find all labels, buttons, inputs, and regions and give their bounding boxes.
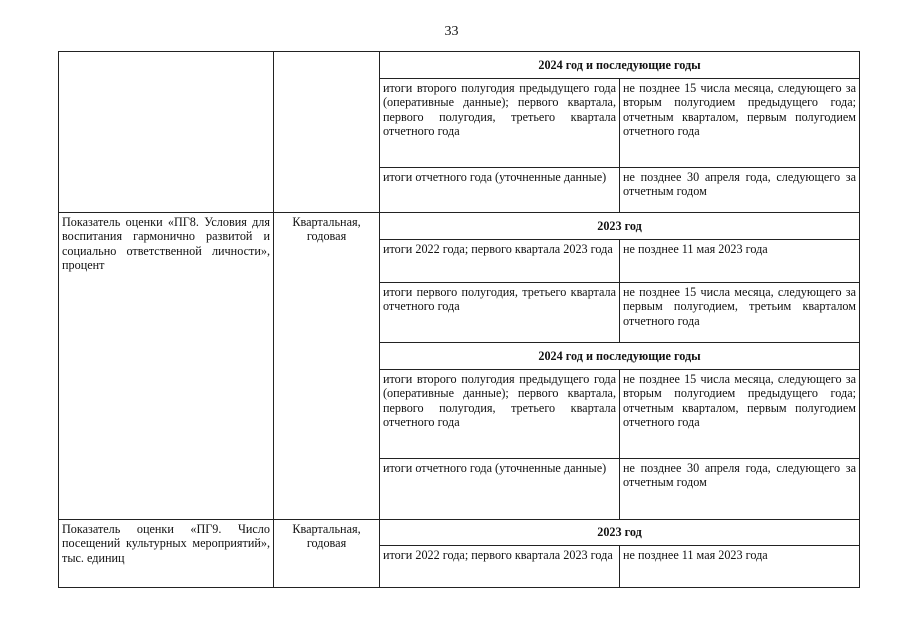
indicator-cell-pg9: Показатель оценки «ПГ9. Число посещений культурных мероприятий», тыс. единиц [59, 520, 274, 588]
indicator-cell-pg8: Показатель оценки «ПГ8. Условия для воспитания гармонично развитой и социально ответственной личности», процент [59, 213, 274, 520]
table-row [59, 520, 860, 546]
page-number: 33 [444, 24, 459, 39]
reporting-schedule-table [58, 51, 860, 588]
table-row [59, 213, 860, 240]
basis-cell: итоги 2022 года; первого квартала 2023 года [380, 240, 620, 283]
basis-cell: итоги 2022 года; первого квартала 2023 года [380, 546, 620, 588]
deadline-cell: не позднее 11 мая 2023 года [620, 240, 860, 283]
basis-cell: итоги отчетного года (уточненные данные) [380, 459, 620, 520]
period-header: 2023 год [380, 520, 860, 546]
indicator-cell-empty [59, 52, 274, 213]
periodicity-cell-empty [274, 52, 380, 213]
deadline-cell: не позднее 30 апреля года, следующего за отчетным годом [620, 459, 860, 520]
periodicity-cell-pg9: Квартальная, годовая [274, 520, 380, 588]
table-row [59, 52, 860, 79]
deadline-cell: не позднее 15 числа месяца, следующего за вторым полугодием предыдущего года; отчетным кварталом, первым полугодием отчетного года [620, 79, 860, 168]
period-header: 2024 год и последующие годы [380, 343, 860, 370]
deadline-cell: не позднее 11 мая 2023 года [620, 546, 860, 588]
deadline-cell: не позднее 30 апреля года, следующего за отчетным годом [620, 168, 860, 213]
basis-cell: итоги второго полугодия предыдущего года (оперативные данные); первого квартала, первого полугодия, третьего квартала отчетного года [380, 370, 620, 459]
deadline-cell: не позднее 15 числа месяца, следующего за первым полугодием, третьим кварталом отчетного года [620, 283, 860, 343]
period-header: 2023 год [380, 213, 860, 240]
basis-cell: итоги первого полугодия, третьего квартала отчетного года [380, 283, 620, 343]
basis-cell: итоги второго полугодия предыдущего года (оперативные данные); первого квартала, первого полугодия, третьего квартала отчетного года [380, 79, 620, 168]
periodicity-cell-pg8: Квартальная, годовая [274, 213, 380, 520]
deadline-cell: не позднее 15 числа месяца, следующего за вторым полугодием предыдущего года; отчетным кварталом, первым полугодием отчетного года [620, 370, 860, 459]
basis-cell: итоги отчетного года (уточненные данные) [380, 168, 620, 213]
period-header: 2024 год и последующие годы [380, 52, 860, 79]
